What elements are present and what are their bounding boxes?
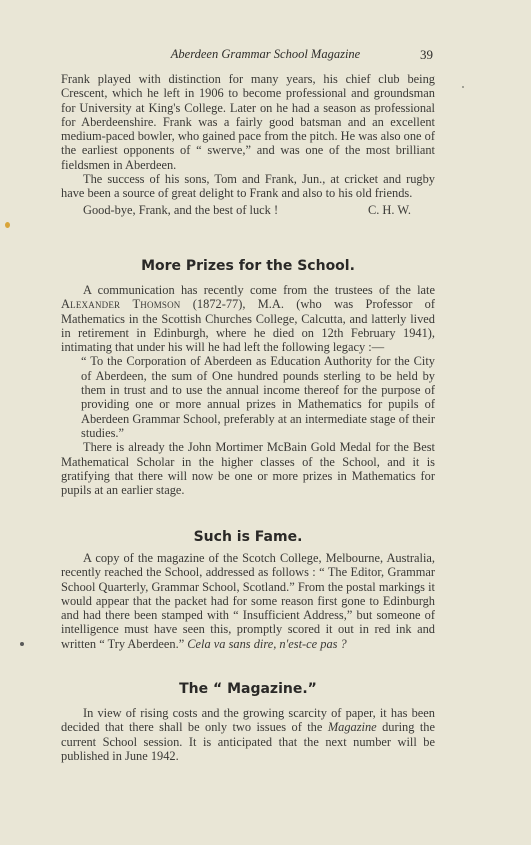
italic-phrase: Cela va sans dire, n'est-ce pas ? [187,636,347,651]
page-number: 39 [420,47,433,62]
section-such-is-fame [61,551,435,651]
paragraph: Frank played with distinction for many years, his chief club being Crescent, which he left in 1906 to become professional and groundsman for University at King's College. Later on he had a season as professional for Aberdeenshire. Frank was a fairly good batsman and an excellent medium-paced bowler, who gained pace from the pitch. He was also one of the earliest opponents of “ swerve,” and was one of the most brilliant fieldsmen in Aberdeen. [61,72,435,172]
person-name: Alexander Thomson [61,297,181,312]
section-heading: Such is Fame. [193,529,303,545]
article-continuation [61,72,435,217]
paragraph: The success of his sons, Tom and Frank, Jun., at cricket and rugby have been a source of great delight to Frank and also to his old friends. [61,172,435,201]
paper-mark [20,642,24,646]
section-more-prizes [61,283,435,497]
paragraph: A copy of the magazine of the Scotch College, Melbourne, Australia, recently reached the School, addressed as follows : “ The Editor, Grammar School Quarterly, Grammar School, Scotland.” From the postal markings it would appear that the packet had for some reason first gone to Edinburgh and had there been stamped with “ Insufficient Address,” but someone of intelligence must have seen this, promptly scored it out in red ink and written “ Try Aberdeen.” Cela va sans dire, n'est-ce pas ? [61,551,435,651]
legacy-quote: “ To the Corporation of Aberdeen as Education Authority for the City of Aberdeen, the sum of One hundred pounds sterling to be held by them in trust and to use the annual income thereof for the purpose of providing one or more annual prizes in Mathematics for pupils of Aberdeen Grammar School, preferably at an intermediate stage of their studies.” [81,354,435,440]
running-title: Aberdeen Grammar School Magazine [170,47,361,61]
author-initials: C. H. W. [367,202,411,217]
farewell-text: Good-bye, Frank, and the best of luck ! [83,202,279,217]
paragraph: A communication has recently come from the trustees of the late Alexander Thomson (1872-77), M.A. (who was Professor of Mathematics in the Scottish Churches College, Calcutta, and latterly lived in retirement in Edinburgh, where he died on 12th February 1941), intimating that under his will he had left the following legacy :— [61,283,435,355]
section-heading: The “ Magazine.” [179,681,317,697]
signoff [61,203,435,217]
paragraph: There is already the John Mortimer McBain Gold Medal for the Best Mathematical Scholar in the higher classes of the School, and it is gratifying that there will now be one or more prizes in Mathematics for pupils at an earlier stage. [61,440,435,498]
section-heading: More Prizes for the School. [141,258,355,274]
paper-mark [462,86,464,88]
section-magazine [61,706,435,763]
italic-word: Magazine [327,720,377,735]
paper-mark [5,222,10,228]
paragraph: In view of rising costs and the growing scarcity of paper, it has been decided that there shall be only two issues of the Magazine during the current School session. It is anticipated that the next number will be published in June 1942. [61,706,436,763]
